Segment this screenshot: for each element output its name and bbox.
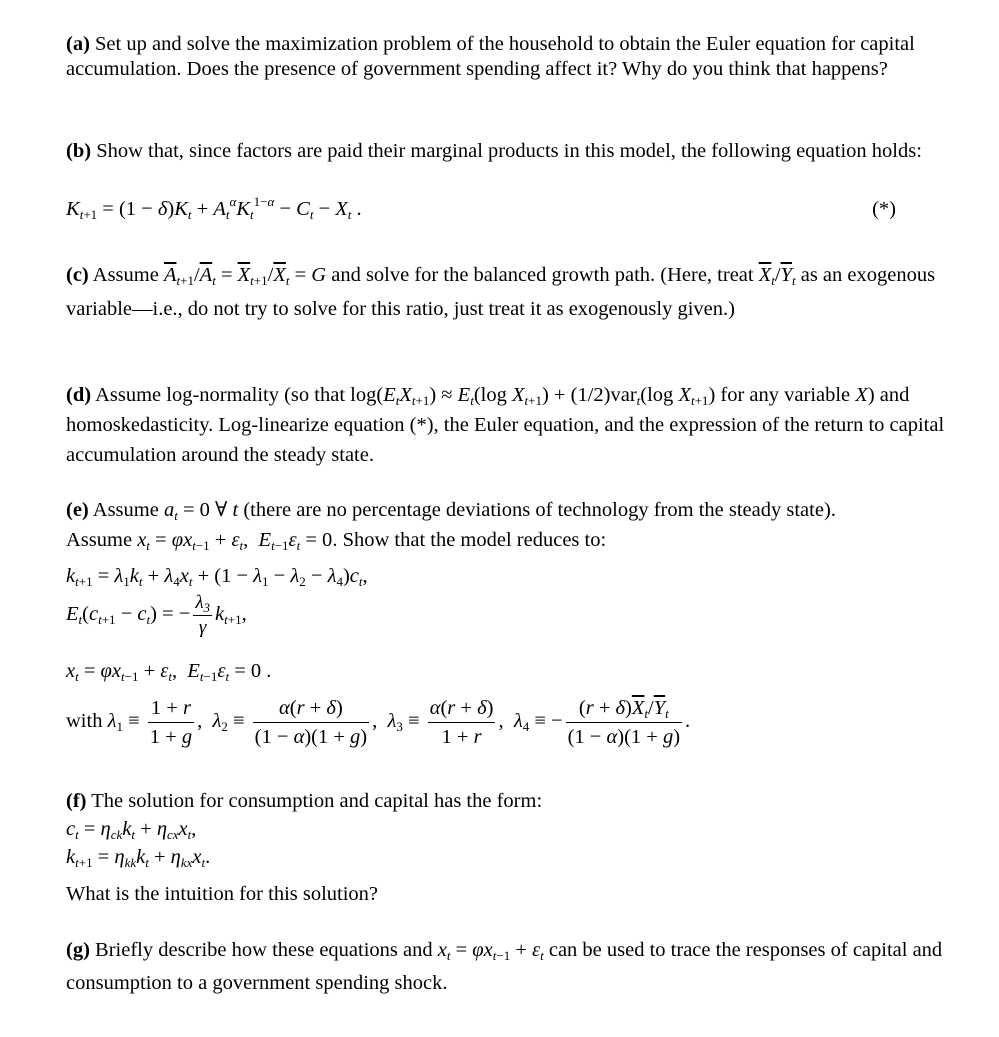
part-b-label: (b): [66, 140, 92, 162]
part-f: [66, 789, 956, 814]
eq-euler: $E_t(c_{t+1} - c_t)$ = − $\frac{\lambda_3}{\gamma}$ $k_{t+1}$,: [66, 592, 247, 638]
part-c: [66, 258, 956, 326]
part-a-text: Set up and solve the maximization problem of the household to obtain the Euler equation for capital accumulation. Does the presence of government spending affect it? Why do you think that happens?: [66, 33, 915, 80]
part-d-label: (d): [66, 384, 92, 406]
part-e-pre: Assume: [92, 499, 159, 521]
with-label: with: [66, 710, 103, 733]
part-d-mid: for any variable: [720, 384, 851, 406]
part-g-ar1: $x_t = \varphi x_{t-1} + \varepsilon_t$: [437, 939, 544, 963]
eq-capital: $k_{t+1} = \lambda_1k_t + \lambda_4x_t + (1 - \lambda_1 - \lambda_2 - \lambda_4)c_t$,: [66, 565, 368, 589]
part-e-line2-pre: Assume: [66, 529, 133, 551]
part-d-post: ) and homoskedasticity. Log-linearize equation (*), the Euler equation, and the expression of the return to capital accumulation around the steady state.: [66, 384, 945, 466]
part-e-line2-post: . Show that the model reduces to:: [332, 529, 607, 551]
part-e-ar1: $x_t = \varphi x_{t-1} + \varepsilon_t$, $E_{t-1}\varepsilon_t = 0$: [137, 529, 333, 553]
part-a: [66, 32, 956, 82]
part-f-text: The solution for consumption and capital has the form:: [91, 790, 543, 812]
part-c-ratio: $\overline{X}_t/\overline{Y}_t$: [758, 264, 796, 288]
eq-shock: $x_t = \varphi x_{t-1} + \varepsilon_t$, $E_{t-1}\varepsilon_t = 0$ .: [66, 660, 272, 684]
part-b-text: Show that, since factors are paid their marginal products in this model, the following equation holds:: [96, 140, 922, 162]
part-e-label: (e): [66, 499, 89, 521]
part-a-label: (a): [66, 33, 90, 55]
part-f-label: (f): [66, 790, 87, 812]
part-e: [66, 494, 956, 555]
part-d-var: X: [855, 384, 868, 406]
part-c-pre: Assume: [92, 264, 159, 286]
eq-consumption-solution: $c_t = \eta_{ck}k_t + \eta_{cx}x_t$,: [66, 818, 197, 842]
part-c-mid: and solve for the balanced growth path. (Here, treat: [331, 264, 754, 286]
part-e-tech: $a_t = 0$ ∀ t: [163, 497, 239, 523]
equation-star-tag: (*): [872, 198, 896, 220]
part-d: [66, 380, 956, 470]
part-c-bgp-condition: $\overline{A}_{t+1}/\overline{A}_t = \overline{X}_{t+1}/\overline{X}_t = G$: [163, 264, 327, 288]
part-g-post: can be used to trace the responses of capital and consumption to a government spending shock.: [66, 939, 943, 994]
part-e-mid: (there are no percentage deviations of technology from the steady state).: [243, 499, 836, 521]
part-c-post: as an exogenous variable—i.e., do not try to solve for this ratio, just treat it as exogenously given.): [66, 264, 936, 320]
part-g: [66, 934, 956, 1000]
eq-capital-solution: $k_{t+1} = \eta_{kk}k_t + \eta_{kx}x_t$.: [66, 846, 211, 870]
equation-star: $K_{t+1} = (1 - \delta)K_t + A_t^\alpha K_t^{1-\alpha} - C_t - X_t$ . (*): [66, 194, 896, 222]
part-b: [66, 139, 956, 164]
part-d-pre: Assume log-normality (so that: [95, 384, 346, 406]
eq-lambdas: with $\lambda_1$ ≡ $\frac{1 + r}{1 + g}$ , $\lambda_2$ ≡ $\frac{\alpha(r + \delta)}{(1 - \alpha)(1 + g)}$ , $\lambda_3$ ≡ $\frac{\alpha(r + \delta)}{1 + r}$ , $\lambda_4$ ≡ − $\frac{(r + \delta)\overline{X}_t/\overline{Y}_t}{(1 - \alpha)(1 + g)}$ .: [66, 697, 691, 748]
part-d-lognormal-formula: $\log(E_tX_{t+1}) \approx E_t(\log$ $X_{t+1}) + (1/2)var_t(\log$ $X_{t+1}$): [350, 384, 716, 408]
part-g-label: (g): [66, 939, 90, 961]
part-g-pre: Briefly describe how these equations and: [95, 939, 433, 961]
part-f-question: What is the intuition for this solution?: [66, 883, 379, 905]
part-c-label: (c): [66, 264, 89, 286]
